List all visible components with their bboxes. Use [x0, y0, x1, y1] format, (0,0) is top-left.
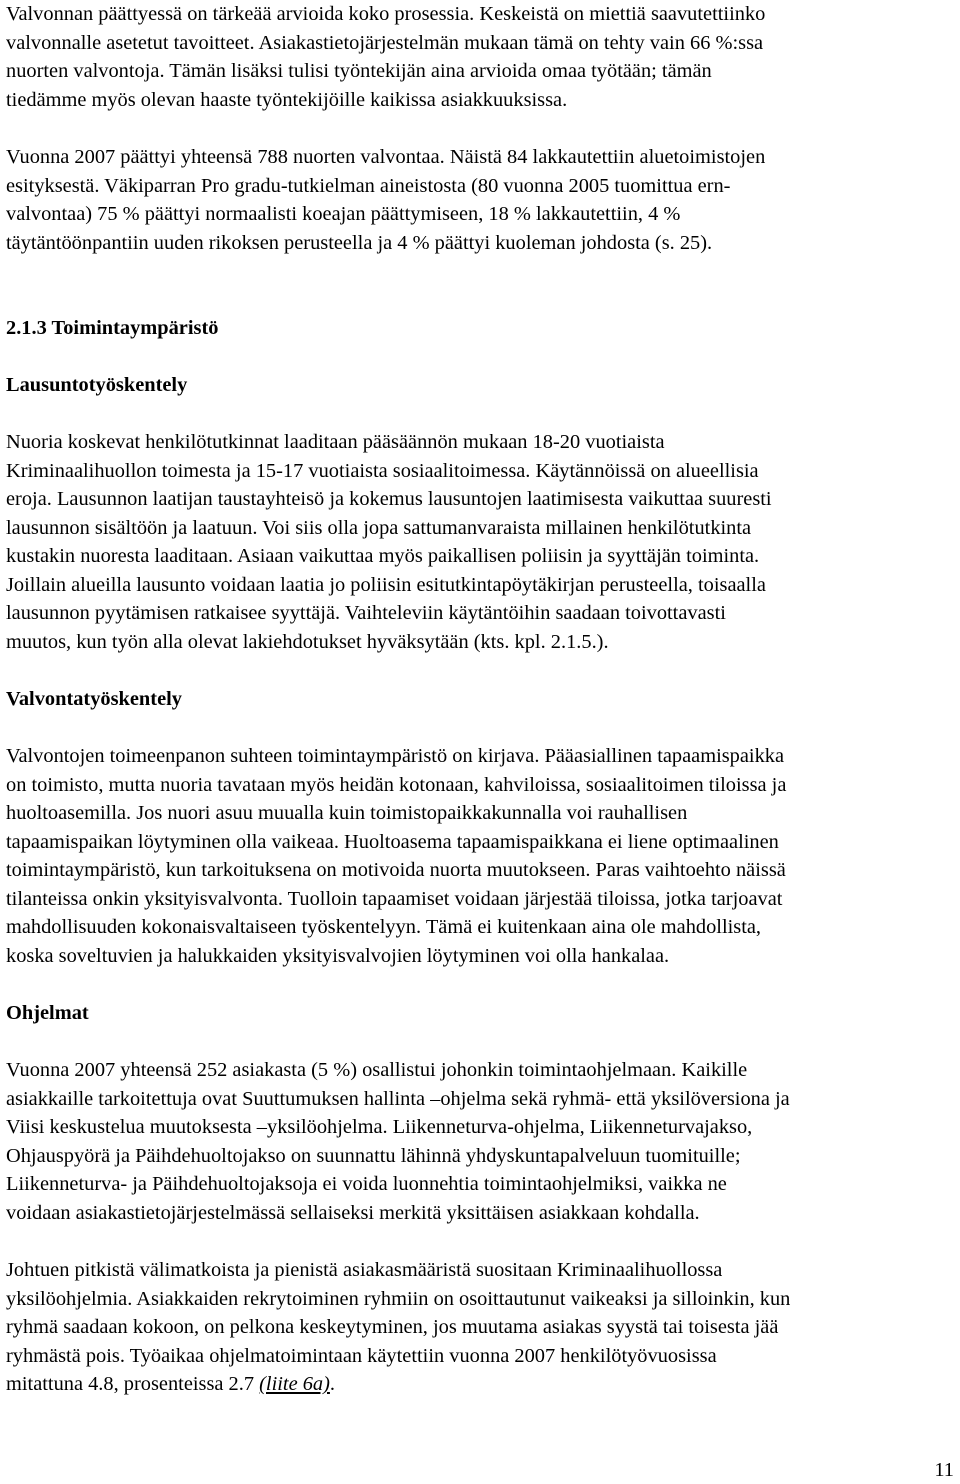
text-line: eroja. Lausunnon laatijan taustayhteisö ja kokemus lausuntojen laatimisesta vaikuttaa suuresti	[6, 488, 772, 510]
text-line: esityksestä. Väkiparran Pro gradu-tutkielman aineistosta (80 vuonna 2005 tuomittua ern-	[6, 175, 731, 197]
text-line: Johtuen pitkistä välimatkoista ja pienistä asiakasmääristä suositaan Kriminaalihuollossa	[6, 1259, 723, 1281]
text-line: koska soveltuvien ja halukkaiden yksityisvalvojien löytyminen voi olla hankalaa.	[6, 945, 670, 967]
text-line: Ohjauspyörä ja Päihdehuoltojakso on suunnattu lähinnä yhdyskuntapalveluun tuomituille;	[6, 1145, 741, 1167]
text-line: Viisi keskustelua muutoksesta –yksilöohjelma. Liikenneturva-ohjelma, Liikenneturvajakso,	[6, 1116, 753, 1138]
text-segment: mitattuna 4.8, prosenteissa 2.7	[6, 1373, 260, 1395]
page-number: 11	[934, 1459, 954, 1481]
text-line: mahdollisuuden kokonaisvaltaiseen työskentelyyn. Tämä ei kuitenkaan aina ole mahdollista,	[6, 916, 762, 938]
subsection-heading: Lausuntotyöskentely	[6, 374, 188, 396]
text-line: Liikenneturva- ja Päihdehuoltojaksoja ei voida luonnehtia toimintaohjelmiksi, vaikka ne	[6, 1173, 727, 1195]
text-line: yksilöohjelmia. Asiakkaiden rekrytoiminen ryhmiin on osoittautunut vaikeaksi ja silloinkin, kun	[6, 1288, 791, 1310]
text-line: ryhmästä pois. Työaikaa ohjelmatoimintaan käytettiin vuonna 2007 henkilötyövuosissa	[6, 1345, 717, 1367]
text-line: voidaan asiakastietojärjestelmässä sellaiseksi merkitä yksittäisen asiakkaan kohdalla.	[6, 1202, 700, 1224]
text-line: nuorten valvontoja. Tämän lisäksi tulisi työntekijän aina arvioida omaa työtään; tämän	[6, 60, 712, 82]
text-line: lausunnon pyytämisen ratkaisee syyttäjä. Vaihteleviin käytäntöihin saadaan toivottavasti	[6, 602, 726, 624]
text-line: Joillain alueilla lausunto voidaan laatia jo poliisin esitutkintapöytäkirjan perusteella, toisaalla	[6, 574, 766, 596]
text-line: asiakkaille tarkoitettuja ovat Suuttumuksen hallinta –ohjelma sekä ryhmä- että yksilöversiona ja	[6, 1088, 790, 1110]
appendix-link[interactable]: (liite 6a)	[259, 1373, 330, 1395]
text-line-with-link	[6, 1372, 335, 1396]
text-line: Valvontojen toimeenpanon suhteen toimintaympäristö on kirjava. Pääasiallinen tapaamispaikka	[6, 745, 785, 767]
text-line: Nuoria koskevat henkilötutkinnat laaditaan pääsäännön mukaan 18-20 vuotiaista	[6, 431, 665, 453]
text-line: kustakin nuoresta laaditaan. Asiaan vaikuttaa myös paikallisen poliisin ja syyttäjän toiminta.	[6, 545, 760, 567]
text-line: on toimisto, mutta nuoria tavataan myös heidän kotonaan, kahviloissa, sosiaalitoimen tiloissa ja	[6, 774, 787, 796]
text-line: valvonnalle asetetut tavoitteet. Asiakastietojärjestelmän mukaan tämä on tehty vain 66 %:ssa	[6, 32, 764, 54]
text-line: ryhmä saadaan kokoon, on pelkona keskeytyminen, jos muutama asiakas syystä tai toisesta jää	[6, 1316, 779, 1338]
text-line: toimintaympäristö, kun tarkoituksena on motivoida nuorta muutokseen. Paras vaihtoehto näissä	[6, 859, 786, 881]
subsection-heading: Ohjelmat	[6, 1002, 89, 1024]
text-segment: .	[329, 1373, 336, 1395]
text-line: Vuonna 2007 päättyi yhteensä 788 nuorten valvontaa. Näistä 84 lakkautettiin aluetoimistojen	[6, 146, 766, 168]
text-line: Vuonna 2007 yhteensä 252 asiakasta (5 %) osallistui johonkin toimintaohjelmaan. Kaikille	[6, 1059, 748, 1081]
text-line: Kriminaalihuollon toimesta ja 15-17 vuotiaista sosiaalitoimessa. Käytännöissä on alueellisia	[6, 460, 759, 482]
section-heading: 2.1.3 Toimintaympäristö	[6, 317, 219, 339]
text-line: tilanteissa onkin yksityisvalvonta. Tuolloin tapaamiset voidaan järjestää tiloissa, jotka tarjoavat	[6, 888, 783, 910]
text-line: huoltoasemilla. Jos nuori asuu muualla kuin toimistopaikkakunnalla voi rauhallisen	[6, 802, 688, 824]
text-line: Valvonnan päättyessä on tärkeää arvioida koko prosessia. Keskeistä on miettiä saavutettiinko	[6, 3, 766, 25]
text-line: tiedämme myös olevan haaste työntekijöille kaikissa asiakkuuksissa.	[6, 89, 568, 111]
text-line: muutos, kun työn alla olevat lakiehdotukset hyväksytään (kts. kpl. 2.1.5.).	[6, 631, 609, 653]
text-line: valvontaa) 75 % päättyi normaalisti koeajan päättymiseen, 18 % lakkautettiin, 4 %	[6, 203, 681, 225]
text-line: täytäntöönpantiin uuden rikoksen perusteella ja 4 % päättyi kuoleman johdosta (s. 25).	[6, 232, 713, 254]
subsection-heading: Valvontatyöskentely	[6, 688, 182, 710]
text-line: tapaamispaikan löytyminen olla vaikeaa. Huoltoasema tapaamispaikkana ei liene optimaalinen	[6, 831, 779, 853]
text-line: lausunnon sisältöön ja laatuun. Voi siis olla jopa sattumanvaraista millainen henkilötutkinta	[6, 517, 752, 539]
